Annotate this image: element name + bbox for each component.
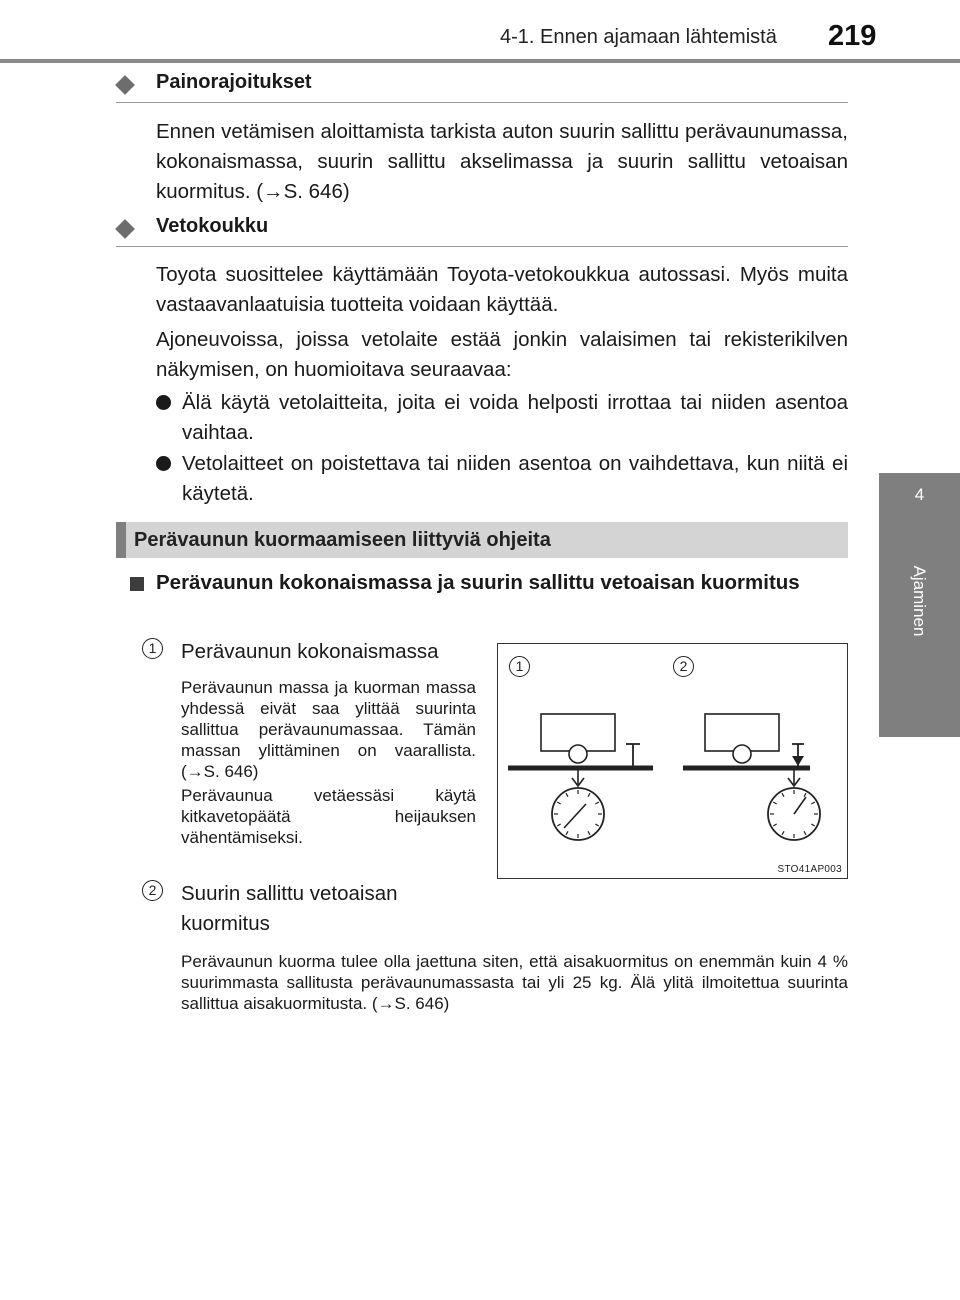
item-1-title: Perävaunun kokonaismassa [181,640,439,663]
chapter-section-title: 4-1. Ennen ajamaan lähtemistä [500,26,777,48]
figure-label-1: 1 [509,656,530,677]
item-number-badge-2: 2 [142,880,163,901]
subheading: Perävaunun kokonaismassa ja suurin sallittu vetoaisan kuormitus [156,571,800,594]
trailer-scale-illustration [498,644,847,878]
tow-hitch-text-1: Toyota suosittelee käyttämään Toyota-vetokoukkua autossasi. Myös muita vastaavanlaatuisia tuotteita voidaan käyttää. [156,263,848,316]
diamond-bullet-icon [115,75,135,95]
chapter-tab[interactable] [879,473,960,737]
item-2-text: Perävaunun kuorma tulee olla jaettuna siten, että aisakuormitus on enemmän kuin 4 % suurimmasta sallitusta perävaunumassasta tai yli 25 kg. Älä ylitä ilmoitettua suurinta sallittua aisakuormitusta. (→S. 646) [181,952,848,1013]
header-rule [0,59,960,63]
loading-instructions-banner [116,522,848,558]
figure-label-2: 2 [673,656,694,677]
weight-limits-heading [116,68,848,103]
tow-hitch-text-2: Ajoneuvoissa, joissa vetolaite estää jonkin valaisimen tai rekisterikilven näkymisen, on huomioitava seuraavaa: [156,328,848,381]
item-2-title-line-1: Suurin sallittu vetoaisan [181,882,398,905]
tow-hitch-title: Vetokoukku [156,215,269,237]
banner-title: Perävaunun kuormaamiseen liittyviä ohjeita [134,529,551,551]
chapter-label: Ajaminen [910,565,929,637]
bullet-dot-icon [156,395,171,410]
diagram-2 [683,714,820,840]
item-1-text-1: Perävaunun massa ja kuorman massa yhdessä eivät saa ylittää suurinta sallittua perävaunumassaa. Tämän massan ylittäminen on vaarallista. (→S. 646) [181,678,476,781]
square-bullet-icon [130,577,144,591]
item-number-badge-1: 1 [142,638,163,659]
page-number: 219 [828,20,877,52]
banner-accent-bar [116,522,126,558]
figure-code: STO41AP003 [777,864,842,875]
weight-limits-text: Ennen vetämisen aloittamista tarkista auton suurin sallittu perävaunumassa, kokonaismassa, suurin sallittu akselimassa ja suurin sallittu vetoaisan kuormitus. (→S. 646) [156,120,848,203]
chapter-number: 4 [914,485,925,504]
weight-limits-title: Painorajoitukset [156,71,312,93]
item-2-title-line-2: kuormitus [181,912,270,935]
diagram-1 [508,714,653,840]
tow-hitch-heading [116,212,848,247]
item-1-text-2: Perävaunua vetäessäsi käytä kitkavetopäätä heijauksen vähentämiseksi. [181,786,476,847]
diamond-bullet-icon [115,219,135,239]
trailer-weight-diagram [497,643,848,879]
bullet-dot-icon [156,456,171,471]
